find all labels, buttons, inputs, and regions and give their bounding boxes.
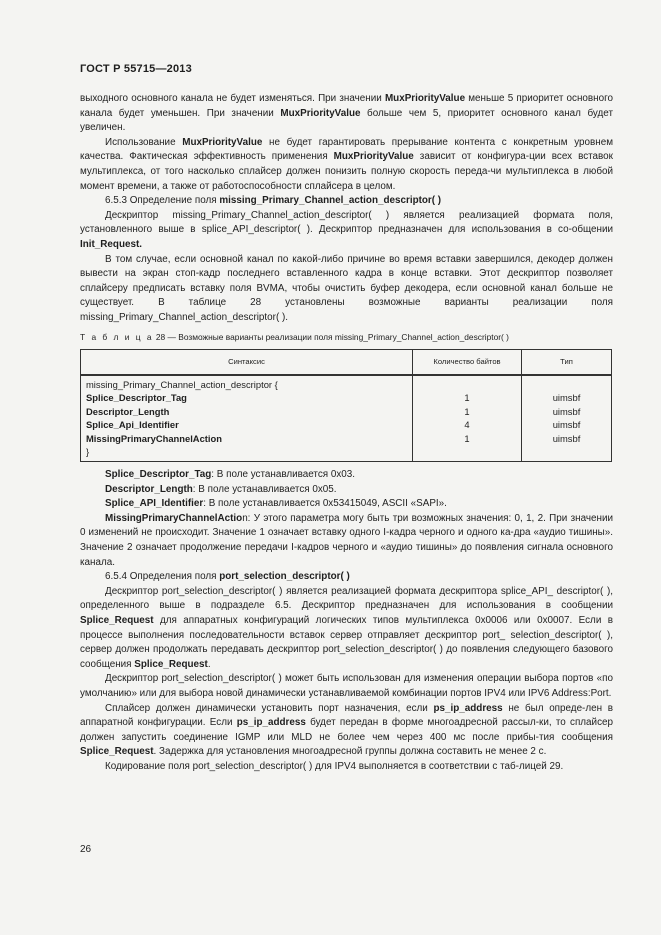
paragraph (80, 136, 613, 194)
table-28 (80, 349, 612, 463)
text-run: : В поле устанавливается 0x53415049, ASCII «SAPI». (203, 498, 447, 510)
field-name: MissingPrimaryChannelAction (81, 432, 413, 446)
bold-term: Splice_Request (134, 658, 208, 670)
text-run: больше чем 5, приоритет основного канал будет увеличен. (80, 107, 613, 134)
paragraph (80, 512, 613, 570)
text-run: 6.5.4 Определения поля (105, 571, 220, 583)
field-name: Splice_Descriptor_Tag (81, 391, 413, 405)
text-run: Использование (105, 136, 183, 148)
page-number: 26 (80, 844, 92, 855)
text-run: : В поле устанавливается 0x03. (211, 469, 356, 481)
header-type: Тип (522, 349, 612, 375)
text-run: Кодирование поля port_selection_descriptor( ) для IPV4 выполняется в соответствии с таб-лицей 29. (105, 760, 564, 772)
table-row (81, 391, 612, 405)
text-run: для аппаратных конфигураций логических типов мультиплекса 0x0006 или 0x0007. Если в процессе выполнения последовательности вставок сервер отправляет дескриптор port_ selection_descriptor( ), сервер должен продолжать передавать дескриптор port_selection_descriptor( ) до появления следующего базового сообщения (80, 615, 613, 670)
text-run: не будет гарантировать прерывание контента с конкретным уровнем качества. Фактическая эффективность применения (80, 136, 613, 163)
paragraph (80, 570, 613, 585)
paragraph (80, 483, 613, 498)
field-type: uimsbf (522, 432, 612, 446)
text-run: зависит от конфигура-ции всех вставок мультиплекса, от того насколько сплайсер должен понизить полную скорость переда-чи мультиплекса в любой момент времени, а также от работоспособности сплайсера в целом. (80, 151, 613, 192)
text-run: . Задержка для установления многоадресной группы должна составить не менее 2 с. (153, 746, 547, 758)
bold-term: MuxPriorityValue (182, 136, 263, 148)
bold-term: ps_ip_address (236, 717, 306, 729)
paragraph (80, 92, 613, 136)
bold-term: missing_Primary_Channel_action_descriptor( ) (219, 195, 442, 207)
close-line: } (81, 445, 413, 461)
text-run: 6.5.3 Определение поля (105, 195, 220, 207)
paragraph (80, 194, 613, 209)
header-bytes: Количество байтов (413, 349, 522, 375)
text-run: выходного основного канала не будет изменяться. При значении (80, 93, 385, 104)
body-text (80, 92, 613, 775)
paragraph (80, 209, 613, 253)
paragraph (80, 672, 613, 701)
field-type: uimsbf (522, 391, 612, 405)
field-bytes: 1 (413, 391, 522, 405)
table-caption-text: 28 — Возможные варианты реализации поля missing_Primary_Channel_action_descriptor( ) (155, 331, 509, 342)
header-syntax: Синтаксис (81, 349, 413, 375)
field-type: uimsbf (522, 418, 612, 432)
table-row (81, 432, 612, 446)
text-run: : В поле устанавливается 0x05. (192, 483, 337, 495)
field-name: Splice_Api_Identifier (81, 418, 413, 432)
text-run: будет передан в форме многоадресной рассыл-ки, то сплайсер должен запустить соединение IGMP или MLD не более чем через 400 мс после прибы-тия сообщения (80, 717, 613, 743)
open-line: missing_Primary_Channel_action_descriptor { (81, 375, 413, 392)
table-caption (80, 332, 613, 343)
field-bytes: 1 (413, 405, 522, 419)
text-run: В том случае, если основной канал по какой-либо причине во время вставки завершился, декодер должен вывести на экран стоп-кадр последнего вставленного кадра в конце вставки. Этот дескриптор позволяет сплайсеру предписать вставку поля BVMA, чтобы очистить буфер декодера, если основной канал больше не существует. В таблице 28 установлены возможные варианты реализации поля missing_Primary_Channel_action_descriptor( ). (80, 253, 613, 323)
text-run: Дескриптор port_selection_descriptor( ) может быть использован для изменения операции выбора портов «по умолчанию» или для выбора новой динамически устанавливаемой комбинации портов IPV4 или IPV6 Address:Port. (80, 673, 613, 699)
bold-term: Descriptor_Length (105, 483, 193, 495)
paragraph (80, 253, 613, 326)
text-run: . (207, 658, 211, 670)
table-row-open (81, 375, 612, 392)
bold-term: MissingPrimaryChannelActio (105, 512, 243, 524)
field-name: Descriptor_Length (81, 405, 413, 419)
text-run: Сплайсер должен динамически установить порт назначения, если (105, 702, 434, 714)
table-caption-label: Т а б л и ц а (80, 331, 154, 342)
text-run: Дескриптор port_selection_descriptor( ) является реализацией формата дескриптора splice_API_ descriptor( ), определенного выше в подразделе 6.5. Дескриптор предназначен для использования в сообщении (80, 585, 613, 612)
field-bytes: 1 (413, 432, 522, 446)
table-row (81, 405, 612, 419)
text-run: меньше 5 приоритет основного канала будет уменьшен. При значении (80, 93, 613, 119)
bold-term: Splice_Request (80, 615, 154, 626)
table-row-close (81, 445, 612, 461)
bold-term: MuxPriorityValue (333, 151, 414, 163)
paragraph-group-2 (80, 468, 613, 774)
bold-term: Splice_Request (80, 746, 154, 758)
text-run: n: У этого параметра могу быть три возможных значения: 0, 1, 2. При значении 0 изменений не происходит. Значение 1 означает вставку одного I-кадра черного и одного ка-дра «аудио тишины». Значение 2 означает продолжение передачи I-кадров черного и «аудио тишины» до появления сигнала основного канала. (80, 512, 613, 568)
bold-term: MuxPriorityValue (384, 93, 466, 104)
paragraph-group-1 (80, 92, 613, 326)
paragraph (80, 760, 613, 775)
table-header-row (81, 349, 612, 375)
paragraph (80, 585, 613, 673)
bold-term: ps_ip_address (433, 702, 503, 714)
bold-term: Init_Request. (80, 238, 143, 250)
document-code-header: ГОСТ Р 55715—2013 (80, 63, 192, 75)
text-run: Дескриптор missing_Primary_Channel_action_descriptor( ) является реализацией формата поля, установленного выше в splice_API_descriptor( ). Дескриптор предназначен для использования в со-общении (80, 209, 613, 236)
paragraph (80, 497, 613, 512)
bold-term: Splice_Descriptor_Tag (105, 469, 212, 481)
field-bytes: 4 (413, 418, 522, 432)
text-run: не был опреде-лен в аппаратной конфигурации. Если (80, 702, 613, 729)
paragraph (80, 702, 613, 760)
field-type: uimsbf (522, 405, 612, 419)
bold-term: port_selection_descriptor( ) (219, 571, 350, 583)
table-row (81, 418, 612, 432)
paragraph (80, 468, 613, 483)
bold-term: MuxPriorityValue (280, 107, 361, 119)
bold-term: Splice_API_Identifier (105, 498, 204, 510)
